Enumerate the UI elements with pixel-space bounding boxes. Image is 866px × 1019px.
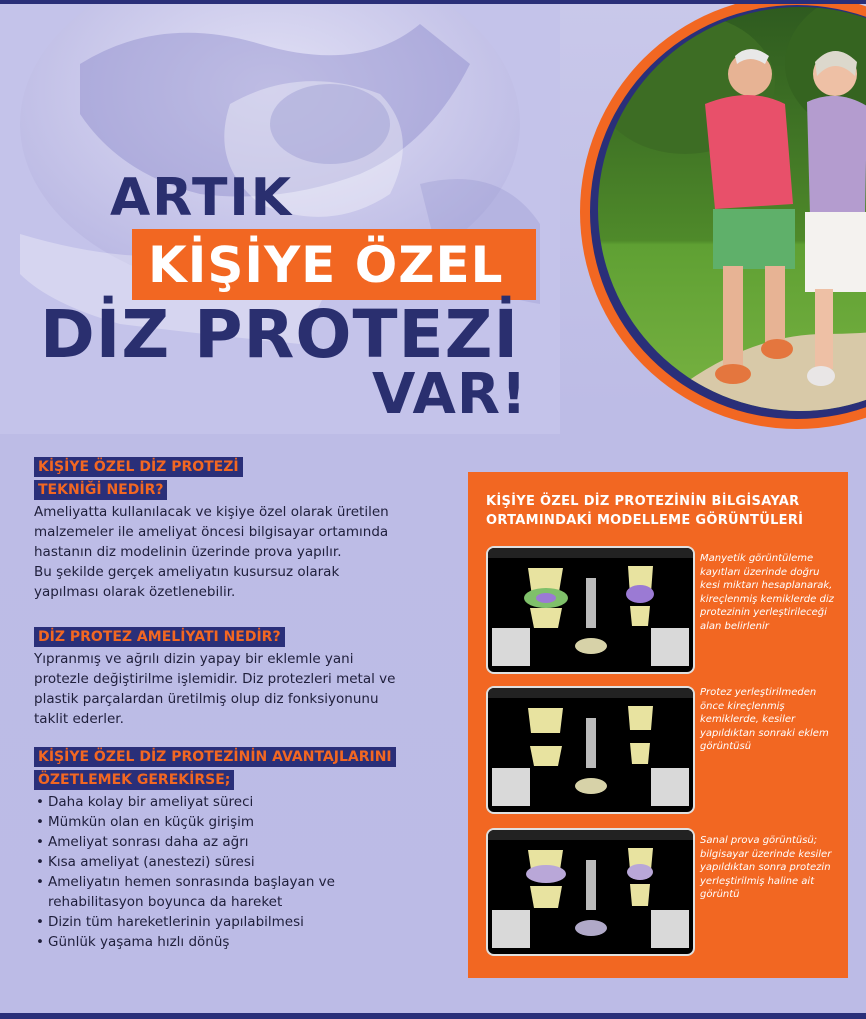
model-screenshot-2 xyxy=(486,686,695,814)
headline-line-2: KİŞİYE ÖZEL xyxy=(148,236,504,294)
knee-model-icon xyxy=(488,688,693,812)
list-item: • Kısa ameliyat (anestezi) süresi xyxy=(34,852,444,872)
section-title-line: ÖZETLEMEK GEREKİRSE; xyxy=(34,770,234,790)
model-caption-1: Manyetik görüntüleme kayıtları üzerinde doğru kesi miktarı hesaplanarak, kireçlenmiş kemiklerde diz protezinin yerleştirileceği alan belirlenir xyxy=(700,553,834,632)
model-caption-3: Sanal prova görüntüsü; bilgisayar üzerinde kesiler yapıldıktan sonra protezin yerleştirilmiş haline ait görüntü xyxy=(700,835,832,900)
section-body-line: yapılması olarak özetlenebilir. xyxy=(34,584,236,600)
knee-model-icon xyxy=(488,830,693,954)
model-caption-2: Protez yerleştirilmeden önce kireçlenmiş kemiklerde, kesiler yapıldıktan sonraki eklem görüntüsü xyxy=(700,687,829,752)
section-title-line: DİZ PROTEZ AMELİYATI NEDİR? xyxy=(34,627,285,647)
section-body-line: hastanın diz modelinin üzerinde prova yapılır. xyxy=(34,544,342,560)
section-body-line: Bu şekilde gerçek ameliyatın kusursuz olarak xyxy=(34,564,340,580)
section-title-line: KİŞİYE ÖZEL DİZ PROTEZİ xyxy=(34,457,243,477)
bottom-border xyxy=(0,1013,866,1019)
list-item: • Mümkün olan en küçük girişim xyxy=(34,812,444,832)
section-title-line: TEKNİĞİ NEDİR? xyxy=(34,480,167,500)
section-technique xyxy=(34,456,434,602)
list-item: • Günlük yaşama hızlı dönüş xyxy=(34,932,444,952)
headline xyxy=(0,0,866,440)
section-body-line: malzemeler ile ameliyat öncesi bilgisayar ortamında xyxy=(34,524,389,540)
section-body-line: Yıpranmış ve ağrılı dizin yapay bir eklemle yani xyxy=(34,651,354,667)
knee-model-icon xyxy=(488,548,693,672)
panel-title-line: KİŞİYE ÖZEL DİZ PROTEZİNİN BİLGİSAYAR xyxy=(486,494,800,509)
headline-line-4: VAR! xyxy=(372,362,528,427)
list-item: • Ameliyat sonrası daha az ağrı xyxy=(34,832,444,852)
list-item: • Ameliyatın hemen sonrasında başlayan ve rehabilitasyon boyunca da hareket xyxy=(34,872,378,912)
advantages-list xyxy=(34,792,444,952)
section-body-line: protezle değiştirilme işlemidir. Diz protezleri metal ve xyxy=(34,671,396,687)
section-body-line: Ameliyatta kullanılacak ve kişiye özel olarak üretilen xyxy=(34,504,389,520)
panel-title-line: ORTAMINDAKİ MODELLEME GÖRÜNTÜLERİ xyxy=(486,513,804,528)
headline-line-3: DİZ PROTEZİ xyxy=(40,296,519,373)
modeling-panel xyxy=(468,472,848,978)
model-screenshot-1 xyxy=(486,546,695,674)
list-item: • Dizin tüm hareketlerinin yapılabilmesi xyxy=(34,912,444,932)
headline-line-1: ARTIK xyxy=(110,168,294,228)
section-advantages xyxy=(34,746,444,952)
model-screenshot-3 xyxy=(486,828,695,956)
section-body-line: taklit ederler. xyxy=(34,711,124,727)
section-title-line: KİŞİYE ÖZEL DİZ PROTEZİNİN AVANTAJLARINI xyxy=(34,747,396,767)
section-body-line: plastik parçalardan üretilmiş olup diz fonksiyonunu xyxy=(34,691,379,707)
panel-title xyxy=(486,492,836,530)
list-item: • Daha kolay bir ameliyat süreci xyxy=(34,792,444,812)
section-surgery xyxy=(34,626,434,729)
